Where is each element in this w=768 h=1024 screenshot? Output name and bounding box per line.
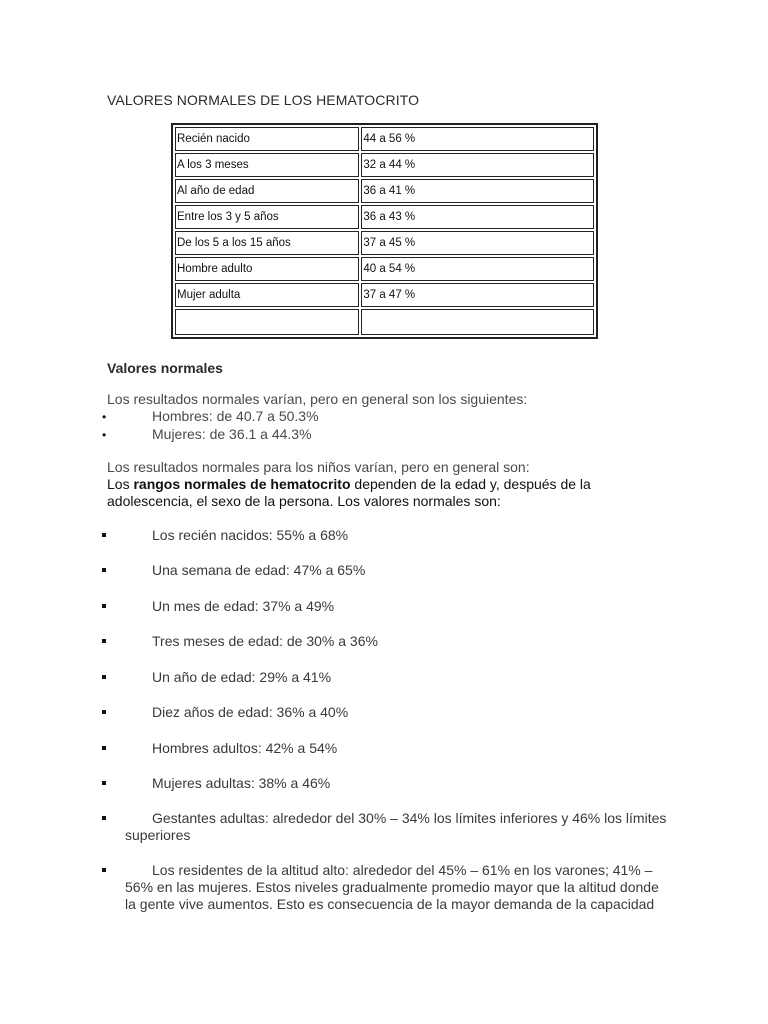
list-item xyxy=(125,810,685,844)
ranges-text xyxy=(107,476,591,493)
square-bullet-icon xyxy=(102,675,106,679)
bullet-dot-icon: • xyxy=(102,410,107,424)
list-item-text: Un año de edad: 29% a 41% xyxy=(152,669,332,685)
ranges-post: dependen de la edad y, después de la xyxy=(350,476,591,492)
intro-text: Los resultados normales varían, pero en general son los siguientes: xyxy=(107,391,528,407)
table-cell-label: De los 5 a los 15 años xyxy=(175,231,359,255)
list-item xyxy=(125,562,685,579)
table-cell-label: Al año de edad xyxy=(175,179,359,203)
table-row-empty xyxy=(175,309,594,335)
list-item-text: Los recién nacidos: 55% a 68% xyxy=(152,527,349,543)
square-bullet-icon xyxy=(102,868,106,872)
list-item xyxy=(125,633,685,650)
table-row xyxy=(175,283,594,307)
list-item-text: Hombres adultos: 42% a 54% xyxy=(152,740,338,756)
square-bullet-icon xyxy=(102,710,106,714)
square-bullet-icon xyxy=(102,746,106,750)
list-item xyxy=(125,740,685,757)
list-item-text: Mujeres adultas: 38% a 46% xyxy=(152,775,331,791)
table-cell-label: Mujer adulta xyxy=(175,283,359,307)
table-cell-value: 44 a 56 % xyxy=(361,127,594,151)
ranges-line2: adolescencia, el sexo de la persona. Los valores normales son: xyxy=(107,493,501,509)
list-item-text: la gente vive aumentos. Esto es consecuencia de la mayor demanda de la capacidad xyxy=(125,896,655,912)
hematocrit-table xyxy=(171,123,598,339)
table-row xyxy=(175,127,594,151)
ranges-bold: rangos normales de hematocrito xyxy=(133,476,351,492)
table-cell-label: A los 3 meses xyxy=(175,153,359,177)
list-item xyxy=(125,598,685,615)
list-item-text: Tres meses de edad: de 30% a 36% xyxy=(152,633,378,649)
table-cell-value: 36 a 41 % xyxy=(361,179,594,203)
list-item: Hombres: de 40.7 a 50.3% xyxy=(152,408,319,424)
bullet-dot-icon: • xyxy=(102,428,107,442)
table-cell-value: 37 a 45 % xyxy=(361,231,594,255)
list-item-text: Gestantes adultas: alrededor del 30% – 34% los límites inferiores y 46% los límites xyxy=(152,810,667,826)
list-item: Mujeres: de 36.1 a 44.3% xyxy=(152,426,312,442)
square-bullet-icon xyxy=(102,781,106,785)
table-cell-value: 37 a 47 % xyxy=(361,283,594,307)
children-intro-text: Los resultados normales para los niños varían, pero en general son: xyxy=(107,459,530,475)
list-item-text: 56% en las mujeres. Estos niveles gradualmente promedio mayor que la altitud donde xyxy=(125,879,659,895)
square-bullet-icon xyxy=(102,639,106,643)
list-item-text: Los residentes de la altitud alto: alrededor del 45% – 61% en los varones; 41% – xyxy=(152,862,653,878)
square-bullet-icon xyxy=(102,568,106,572)
table-cell-value: 36 a 43 % xyxy=(361,205,594,229)
table-cell-empty xyxy=(361,309,594,335)
table-cell-label: Recién nacido xyxy=(175,127,359,151)
list-item-text: superiores xyxy=(125,827,191,843)
square-bullet-icon xyxy=(102,533,106,537)
list-item-text: Un mes de edad: 37% a 49% xyxy=(152,598,335,614)
list-item xyxy=(125,527,685,544)
list-item-text: Una semana de edad: 47% a 65% xyxy=(152,562,366,578)
table-cell-label: Hombre adulto xyxy=(175,257,359,281)
table-row xyxy=(175,179,594,203)
square-bullet-icon xyxy=(102,604,106,608)
page-title: VALORES NORMALES DE LOS HEMATOCRITO xyxy=(107,92,420,108)
table-row xyxy=(175,257,594,281)
list-item xyxy=(125,669,685,686)
table-cell-value: 32 a 44 % xyxy=(361,153,594,177)
list-item xyxy=(125,862,685,913)
section-heading: Valores normales xyxy=(107,360,223,376)
table-cell-label: Entre los 3 y 5 años xyxy=(175,205,359,229)
table-cell-empty xyxy=(175,309,359,335)
list-item xyxy=(125,704,685,721)
list-item xyxy=(125,775,685,792)
list-item-text: Diez años de edad: 36% a 40% xyxy=(152,704,349,720)
table-cell-value: 40 a 54 % xyxy=(361,257,594,281)
table-row xyxy=(175,205,594,229)
ranges-pre: Los xyxy=(107,476,134,492)
table-row xyxy=(175,231,594,255)
table-row xyxy=(175,153,594,177)
square-bullet-icon xyxy=(102,816,106,820)
